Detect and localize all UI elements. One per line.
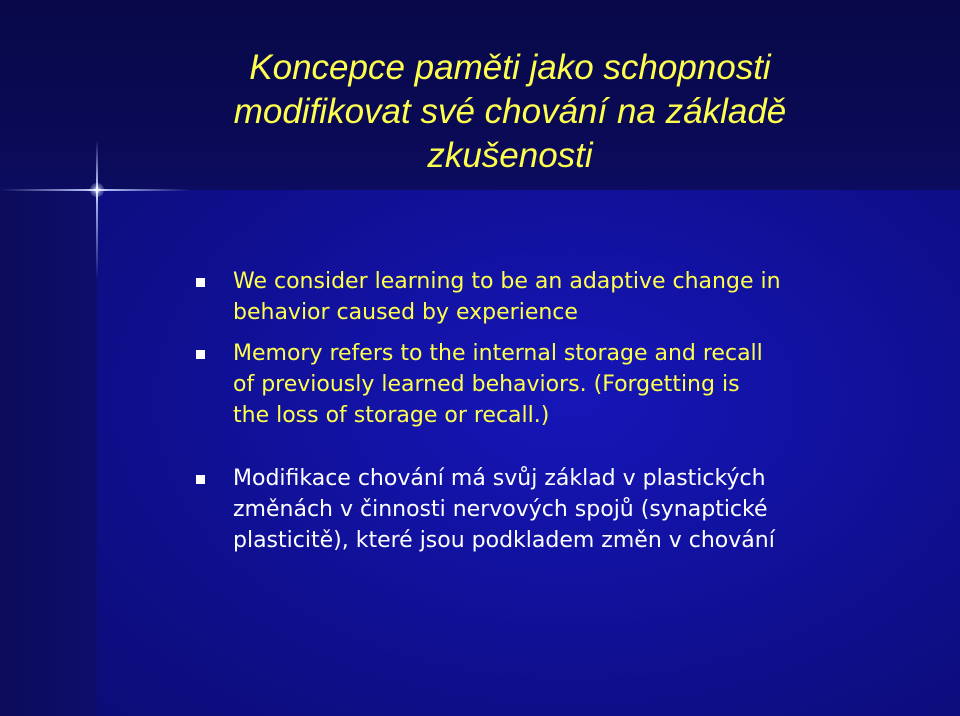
square-bullet-icon <box>196 278 205 287</box>
bullet-list <box>195 266 875 556</box>
bullet-item-modifikace <box>195 463 875 556</box>
square-bullet-icon <box>196 350 205 359</box>
title-line: Koncepce paměti jako schopnosti <box>249 48 771 87</box>
left-band <box>0 190 97 716</box>
bullet-line: behavior caused by experience <box>233 300 578 325</box>
bullet-item-learning <box>195 266 875 328</box>
star-flare-icon <box>90 183 104 197</box>
bullet-line: We consider learning to be an adaptive change in <box>233 269 781 294</box>
bullet-line: změnách v činnosti nervových spojů (synaptické <box>233 497 768 522</box>
bullet-line: the loss of storage or recall.) <box>233 403 550 428</box>
bullet-item-memory <box>195 338 875 431</box>
bullet-line: Memory refers to the internal storage and recall <box>233 341 763 366</box>
bullet-line: Modifikace chování má svůj základ v plastických <box>233 466 766 491</box>
title-line: modifikovat své chování na základě <box>233 92 787 131</box>
star-flare-vertical <box>96 140 98 280</box>
bullet-line: plasticitě), které jsou podkladem změn v chování <box>233 528 775 553</box>
title-line: zkušenosti <box>427 136 593 175</box>
slide-title <box>120 46 900 178</box>
square-bullet-icon <box>196 475 205 484</box>
bullet-line: of previously learned behaviors. (Forgetting is <box>233 372 740 397</box>
